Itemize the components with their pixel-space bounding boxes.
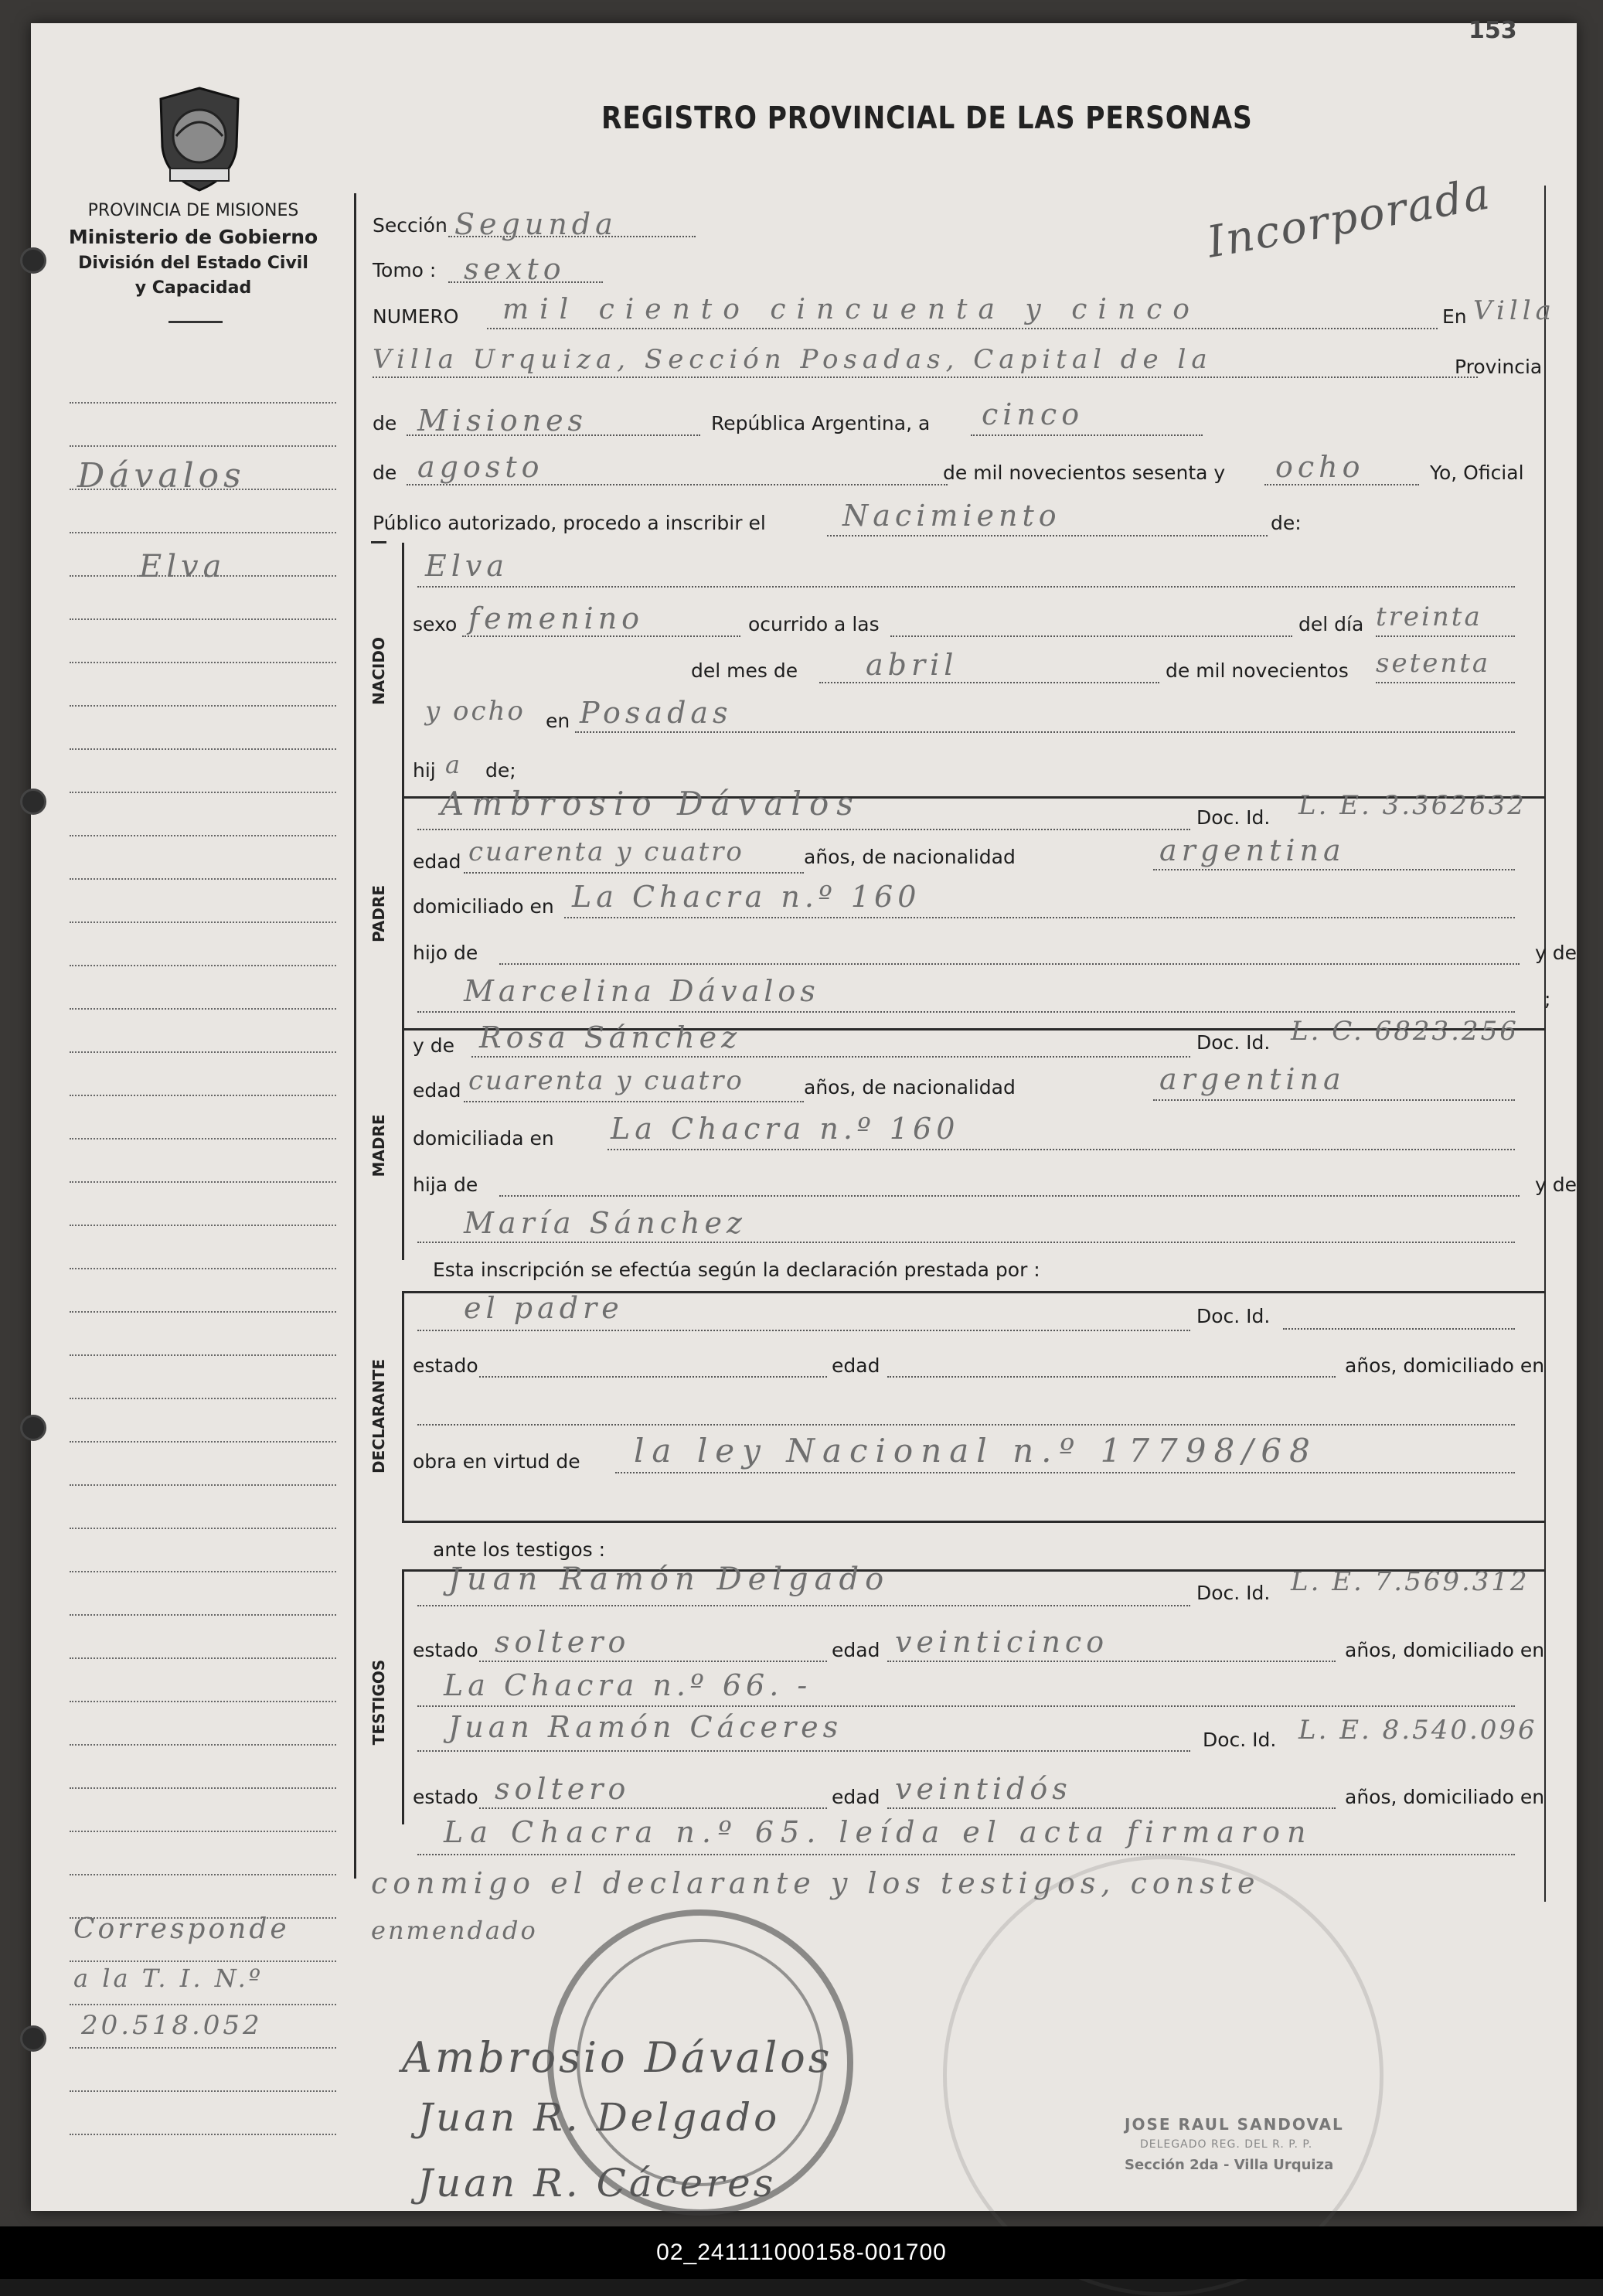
margin-ruled-line	[70, 1831, 336, 1832]
nacido-bracket	[402, 543, 404, 796]
value-madre-madre: María Sánchez	[464, 1206, 747, 1240]
label-numero: NUMERO	[373, 305, 459, 328]
value-padre-doc: L. E. 3.362632	[1298, 790, 1526, 821]
binder-ring-upper	[20, 789, 46, 815]
line-mes-nac	[819, 682, 1159, 683]
signature-2: Juan R. Delgado	[417, 2095, 781, 2140]
margin-ruled-line	[70, 402, 336, 404]
label-padre-y-de: y de	[1535, 942, 1577, 964]
label-declarante-estado: estado	[413, 1354, 478, 1377]
official-stamp-line-3: Sección 2da - Villa Urquiza	[1125, 2157, 1334, 2173]
value-mes-nac: abril	[866, 648, 958, 682]
signature-3: Juan R. Cáceres	[417, 2161, 777, 2206]
margin-ruled-line	[70, 1354, 336, 1356]
line-testigo2-edad	[887, 1807, 1336, 1809]
label-del-dia: del día	[1298, 613, 1364, 635]
margin-ruled-line	[70, 878, 336, 880]
label-en: En	[1442, 305, 1467, 328]
label-obra: obra en virtud de	[413, 1450, 580, 1473]
value-acto: Nacimiento	[842, 499, 1061, 533]
label-madre-hija-de: hija de	[413, 1174, 478, 1196]
line-testigo1-dom	[417, 1705, 1515, 1707]
value-testigo1-dom: La Chacra n.º 66. -	[444, 1668, 812, 1702]
value-declarante: el padre	[464, 1291, 624, 1325]
province-name: PROVINCIA DE MISIONES	[87, 201, 299, 220]
margin-ruled-line	[70, 1484, 336, 1486]
value-testigo2-estado: soltero	[495, 1772, 631, 1806]
section-label-padre: PADRE	[369, 885, 388, 942]
label-testigo2-anos-dom: años, domiciliado en	[1345, 1786, 1545, 1808]
margin-ruled-line	[70, 2004, 336, 2005]
main-divider	[354, 193, 356, 1879]
line-madre-padre	[499, 1195, 1520, 1197]
value-cierre-2: enmendado	[371, 1916, 538, 1945]
label-padre-dom: domiciliado en	[413, 895, 554, 918]
line-testigo1-edad	[887, 1661, 1336, 1662]
margin-ruled-line	[70, 662, 336, 663]
label-padre-nac: años, de nacionalidad	[804, 846, 1016, 868]
line-sexo	[462, 635, 740, 637]
label-hijo-a: hij	[413, 759, 436, 782]
label-testigos-intro: ante los testigos :	[433, 1538, 606, 1561]
line-declarante-estado	[479, 1376, 827, 1378]
margin-ruled-line	[70, 748, 336, 750]
label-testigo2-doc: Doc. Id.	[1203, 1729, 1277, 1751]
value-padre-nombre: Ambrosio Dávalos	[441, 785, 861, 823]
value-testigo2-nombre: Juan Ramón Cáceres	[448, 1710, 843, 1744]
margin-ruled-line	[70, 835, 336, 836]
madre-bracket	[402, 1028, 404, 1260]
header-rule	[168, 321, 223, 323]
margin-ruled-line	[70, 1614, 336, 1616]
label-padre-hijo-de: hijo de	[413, 942, 478, 964]
line-dia	[971, 434, 1203, 436]
label-sexo: sexo	[413, 613, 458, 635]
value-testigo1-estado: soltero	[495, 1625, 631, 1659]
line-testigo1-nombre	[417, 1605, 1190, 1606]
line-acto	[827, 535, 1268, 537]
line-padre-madre	[417, 1011, 1515, 1013]
right-border	[1544, 186, 1546, 1902]
line-declarante	[417, 1330, 1190, 1331]
margin-ruled-line	[70, 1398, 336, 1399]
margin-surname: Dávalos	[77, 456, 246, 496]
ministry-name: Ministerio de Gobierno	[68, 226, 318, 248]
section-label-nacido: NACIDO	[369, 637, 388, 705]
division-name: División del Estado Civil	[78, 254, 308, 273]
line-padre-edad	[464, 872, 804, 874]
margin-ruled-line	[70, 1095, 336, 1096]
margin-ruled-line	[70, 921, 336, 923]
margin-ruled-line	[70, 1657, 336, 1659]
value-mes: agosto	[417, 450, 544, 484]
line-declarante-edad	[887, 1376, 1336, 1378]
label-padre-doc: Doc. Id.	[1196, 806, 1271, 829]
value-testigo1-edad: veinticinco	[895, 1625, 1109, 1659]
padre-bracket	[402, 796, 404, 1028]
margin-ruled-line	[70, 1787, 336, 1789]
margin-ruled-line	[70, 1311, 336, 1313]
label-madre-nac: años, de nacionalidad	[804, 1076, 1016, 1099]
section-label-madre: MADRE	[369, 1114, 388, 1177]
margin-ruled-line	[70, 1181, 336, 1183]
value-tomo: sexto	[464, 252, 566, 286]
margin-ruled-line	[70, 1268, 336, 1269]
line-madre-nombre	[471, 1056, 1190, 1058]
line-mes	[407, 484, 948, 485]
value-cierre-1: conmigo el declarante y los testigos, conste	[371, 1866, 1261, 1900]
label-testigo2-estado: estado	[413, 1786, 478, 1808]
value-nombre: Elva	[425, 549, 509, 583]
label-provincia: Provincia	[1455, 356, 1543, 378]
value-madre-edad: cuarenta y cuatro	[468, 1065, 744, 1096]
page-number: 153	[1469, 17, 1517, 44]
label-declarante-edad: edad	[832, 1354, 880, 1377]
section-label-declarante: DECLARANTE	[369, 1358, 388, 1474]
margin-note-line-2: a la T. I. N.º	[73, 1964, 264, 1993]
margin-note-line-3: 20.518.052	[81, 2010, 263, 2041]
document-title: REGISTRO PROVINCIAL DE LAS PERSONAS	[601, 100, 1253, 136]
label-testigo1-edad: edad	[832, 1639, 880, 1661]
section-label-testigos: TESTIGOS	[369, 1659, 388, 1746]
line-padre-nac	[1153, 869, 1515, 870]
value-lugar-part1: Villa	[1473, 295, 1556, 326]
margin-ruled-line	[70, 1441, 336, 1443]
value-padre-nac: argentina	[1159, 833, 1346, 867]
line-testigo2-dom	[417, 1854, 1515, 1855]
line-declarante-doc	[1283, 1328, 1515, 1330]
value-lugar-nac: Posadas	[580, 696, 733, 730]
value-madre-dom: La Chacra n.º 160	[611, 1112, 960, 1146]
line-madre-dom	[608, 1149, 1515, 1150]
value-padre-edad: cuarenta y cuatro	[468, 836, 744, 867]
label-de-semi: de;	[485, 759, 516, 782]
label-yo-oficial: Yo, Oficial	[1430, 462, 1524, 484]
margin-ruled-line	[70, 532, 336, 533]
label-testigo1-estado: estado	[413, 1639, 478, 1661]
label-testigo1-anos-dom: años, domiciliado en	[1345, 1639, 1545, 1661]
value-dia: cinco	[982, 397, 1084, 431]
value-lugar: Villa Urquiza, Sección Posadas, Capital de la	[373, 344, 1213, 375]
line-padre-dom	[564, 917, 1515, 918]
line-testigo2-nombre	[417, 1750, 1190, 1752]
line-madre-edad	[464, 1101, 804, 1102]
label-madre-y-de: y de	[413, 1034, 454, 1057]
image-caption: 02_241111000158-001700	[0, 2226, 1603, 2279]
line-madre-nac	[1153, 1099, 1515, 1101]
line-anio-nac	[1376, 682, 1515, 683]
label-padre-semicolon: ;	[1544, 988, 1551, 1010]
label-en-nac: en	[546, 710, 570, 732]
label-madre-doc: Doc. Id.	[1196, 1031, 1271, 1054]
value-madre-nombre: Rosa Sánchez	[479, 1020, 742, 1054]
margin-ruled-line	[70, 1008, 336, 1010]
declarante-bracket	[402, 1291, 404, 1523]
margin-ruled-line	[70, 965, 336, 966]
margin-ruled-line	[70, 2090, 336, 2092]
document-page	[31, 17, 1577, 2211]
value-obra: la ley Nacional n.º 17798/68	[634, 1432, 1318, 1470]
label-de-colon: de:	[1271, 512, 1302, 534]
line-madre-madre	[417, 1242, 1515, 1243]
margin-ruled-line	[70, 1874, 336, 1875]
label-seccion: Sección	[373, 214, 448, 237]
binder-ring-bottom	[20, 2025, 46, 2052]
line-lugar-nac	[575, 731, 1515, 733]
margin-given-name: Elva	[139, 549, 226, 584]
nacido-top-rule	[371, 541, 386, 543]
line-padre-nombre	[417, 829, 1190, 830]
value-testigo2-dom: La Chacra n.º 65. leída el acta firmaron	[444, 1815, 1313, 1849]
label-testigo1-doc: Doc. Id.	[1196, 1582, 1271, 1604]
value-anio: ocho	[1275, 450, 1365, 484]
line-testigo2-estado	[479, 1807, 827, 1809]
incorporada-annotation: Incorporada	[1203, 169, 1495, 268]
label-testigo2-edad: edad	[832, 1786, 880, 1808]
label-tomo: Tomo :	[373, 259, 437, 281]
line-anio	[1264, 484, 1419, 485]
margin-ruled-line	[70, 445, 336, 447]
margin-ruled-line	[70, 618, 336, 620]
label-republica: República Argentina, a	[711, 412, 931, 434]
value-sexo: femenino	[468, 601, 645, 635]
value-testigo1-nombre: Juan Ramón Delgado	[448, 1562, 890, 1597]
value-dia-nac: treinta	[1376, 601, 1482, 632]
capacity-name: y Capacidad	[134, 278, 252, 298]
binder-ring-middle	[20, 1415, 46, 1441]
label-de-1: de	[373, 412, 397, 434]
margin-ruled-line	[70, 1051, 336, 1053]
label-madre-edad: edad	[413, 1079, 461, 1102]
coat-of-arms-icon	[153, 85, 246, 193]
value-hijo-a: a	[445, 750, 464, 779]
value-seccion: Segunda	[454, 207, 618, 241]
margin-note-line-1: Corresponde	[73, 1913, 290, 1945]
value-provincia: Misiones	[417, 404, 588, 438]
value-madre-nac: argentina	[1159, 1062, 1346, 1096]
margin-ruled-line	[70, 1225, 336, 1226]
label-declaracion: Esta inscripción se efectúa según la declaración prestada por :	[433, 1259, 1040, 1281]
label-ocurrido: ocurrido a las	[748, 613, 880, 635]
margin-ruled-line	[70, 1138, 336, 1139]
margin-ruled-line	[70, 1744, 336, 1746]
line-obra	[615, 1472, 1515, 1473]
margin-ruled-line	[70, 1701, 336, 1702]
value-anio-nac-1: setenta	[1376, 648, 1491, 679]
value-testigo2-edad: veintidós	[895, 1772, 1072, 1806]
line-numero	[487, 328, 1438, 329]
label-de-2: de	[373, 462, 397, 484]
value-padre-madre: Marcelina Dávalos	[464, 974, 820, 1008]
label-padre-edad: edad	[413, 850, 461, 873]
value-padre-dom: La Chacra n.º 160	[572, 880, 921, 914]
label-madre-y-de-2: y de	[1535, 1174, 1577, 1196]
official-stamp-line-2: DELEGADO REG. DEL R. P. P.	[1140, 2138, 1313, 2151]
value-madre-doc: L. C. 6823.256	[1291, 1016, 1519, 1047]
line-lugar	[373, 376, 1478, 378]
label-declarante-anos-dom: años, domiciliado en	[1345, 1354, 1545, 1377]
line-padre-padre	[499, 963, 1520, 965]
label-declarante-doc: Doc. Id.	[1196, 1305, 1271, 1327]
testigos-bracket	[402, 1569, 404, 1824]
binder-ring-top	[20, 247, 46, 274]
label-de-mil-nov: de mil novecientos	[1166, 659, 1349, 682]
signature-1: Ambrosio Dávalos	[402, 2033, 833, 2082]
margin-ruled-line	[70, 2134, 336, 2135]
label-de-mil: de mil novecientos sesenta y	[943, 462, 1226, 484]
label-del-mes: del mes de	[691, 659, 798, 682]
value-testigo1-doc: L. E. 7.569.312	[1291, 1566, 1530, 1597]
line-declarante-dom	[417, 1424, 1515, 1426]
margin-ruled-line	[70, 2047, 336, 2049]
label-publico: Público autorizado, procedo a inscribir el	[373, 512, 766, 534]
line-nombre	[417, 586, 1515, 588]
line-hora	[890, 635, 1292, 637]
margin-ruled-line	[70, 705, 336, 707]
official-stamp-line-1: JOSE RAUL SANDOVAL	[1125, 2115, 1344, 2134]
label-madre-dom: domiciliada en	[413, 1127, 554, 1150]
line-testigo1-estado	[479, 1661, 827, 1662]
line-dia-nac	[1376, 635, 1515, 637]
declarante-bottom-rule	[402, 1521, 1546, 1523]
margin-ruled-line	[70, 792, 336, 793]
value-numero: mil ciento cincuenta y cinco	[502, 294, 1200, 325]
margin-ruled-line	[70, 1960, 336, 1962]
margin-ruled-line	[70, 1528, 336, 1529]
value-testigo2-doc: L. E. 8.540.096	[1298, 1715, 1537, 1746]
value-anio-nac-2: y ocho	[425, 696, 526, 727]
margin-ruled-line	[70, 1571, 336, 1572]
